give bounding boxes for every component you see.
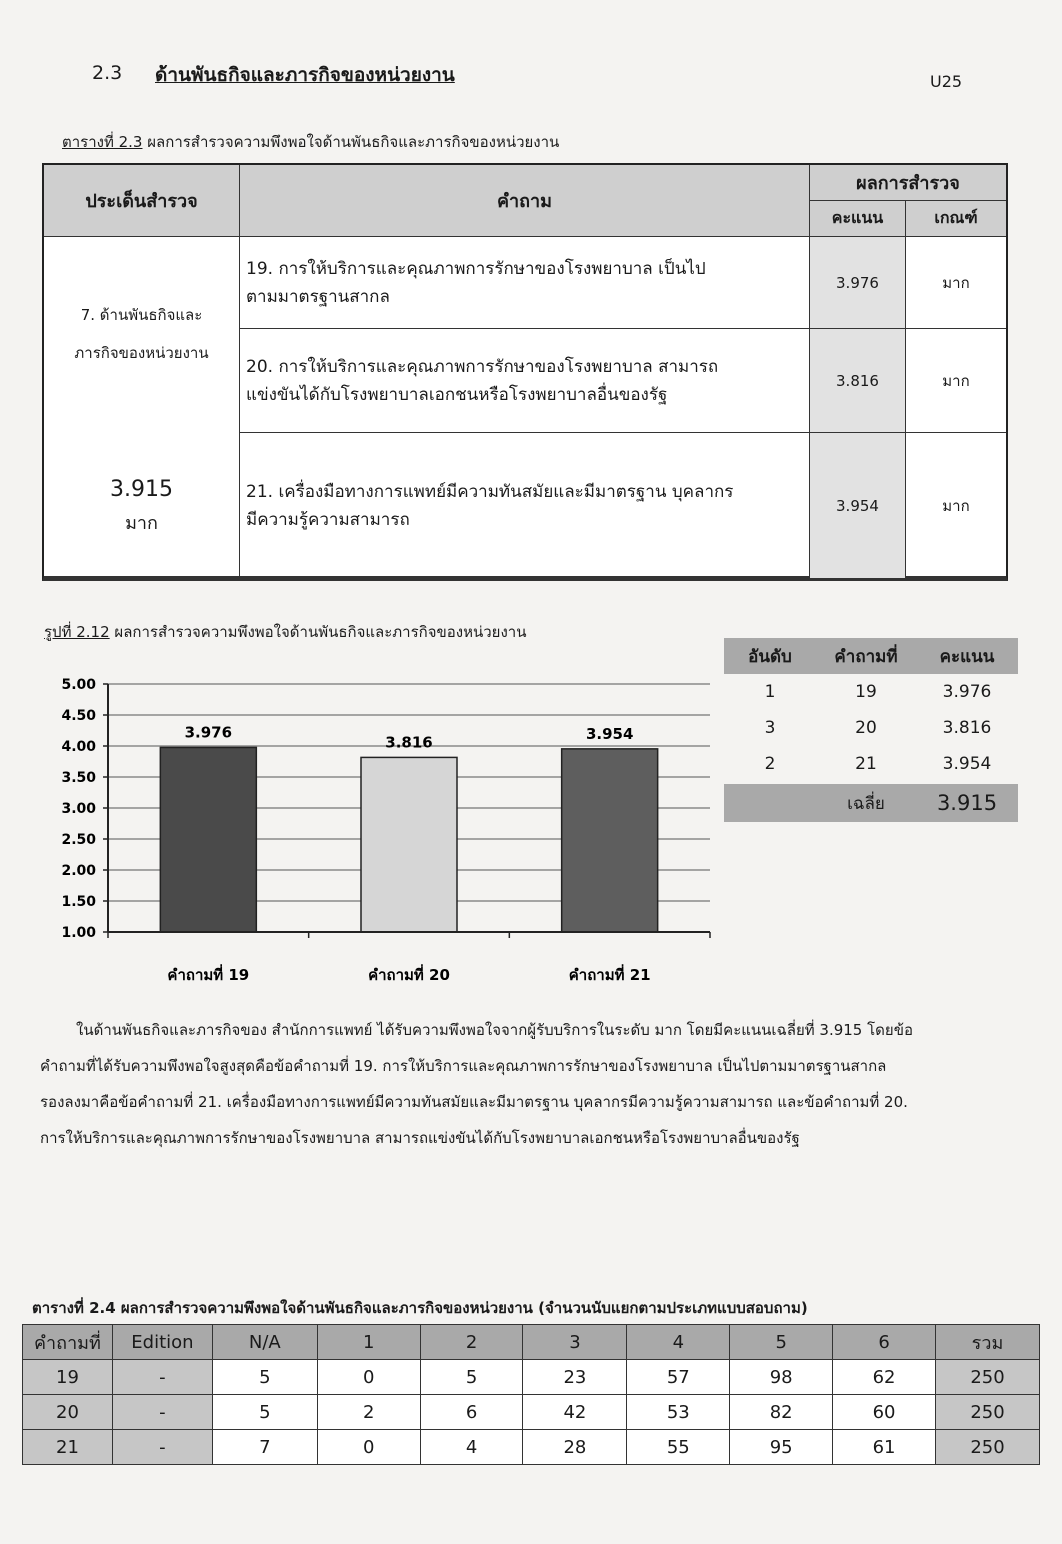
level-21: มาก: [942, 496, 970, 515]
cell: 61: [833, 1430, 936, 1465]
data-label: 3.954: [585, 724, 634, 743]
y-tick-label: 4.50: [61, 708, 96, 724]
score-20: 3.816: [810, 329, 906, 433]
figure-caption-text: ผลการสำรวจความพึงพอใจด้านพันธกิจและภารกิจของหน่วยงาน: [109, 623, 527, 641]
bar-chart: [40, 660, 720, 990]
cell: 53: [627, 1395, 730, 1430]
cell: 21: [23, 1430, 113, 1465]
rank-row: [724, 746, 1018, 782]
paragraph-line: การให้บริการและคุณภาพการรักษาของโรงพยาบาล สามารถแข่งขันได้กับโรงพยาบาลเอกชนหรือโรงพยาบาลอื่นของรัฐ: [40, 1129, 800, 1147]
table-row: [23, 1395, 1040, 1430]
rank-question: 19: [855, 682, 877, 702]
rank-score: 3.954: [942, 754, 992, 774]
col-1: 1: [317, 1325, 420, 1360]
y-tick-label: 2.50: [61, 832, 96, 848]
x-tick-label: คำถามที่ 19: [167, 966, 250, 984]
score-19: 3.976: [810, 237, 906, 329]
rank-average-label: เฉลี่ย: [847, 793, 885, 814]
question-19-line-1: 19. การให้บริการและคุณภาพการรักษาของโรงพยาบาล เป็นไป: [246, 258, 706, 279]
rank-row: [724, 710, 1018, 746]
section-title: ด้านพันธกิจและภารกิจของหน่วยงาน: [155, 64, 455, 86]
cell: 95: [730, 1430, 833, 1465]
table23-caption: [62, 130, 559, 154]
rank-header-score: คะแนน: [939, 646, 995, 667]
col-3: 3: [523, 1325, 627, 1360]
cell: 28: [523, 1430, 627, 1465]
y-tick-label: 5.00: [61, 677, 96, 693]
table23-caption-label: ตารางที่ 2.3: [62, 133, 143, 151]
cell: 4: [420, 1430, 523, 1465]
cell: 62: [833, 1360, 936, 1395]
cell: 82: [730, 1395, 833, 1430]
question-21-line-2: มีความรู้ความสามารถ: [246, 509, 410, 530]
rank-table: [724, 638, 1018, 822]
rank-average-value: 3.915: [936, 791, 998, 815]
y-tick-label: 1.00: [61, 925, 96, 941]
cell: 0: [317, 1430, 420, 1465]
cell: 5: [212, 1360, 317, 1395]
y-tick-label: 3.00: [61, 801, 96, 817]
cell: 5: [420, 1360, 523, 1395]
level-19: มาก: [906, 237, 1006, 329]
cell: 42: [523, 1395, 627, 1430]
issue-line-2: ภารกิจของหน่วยงาน: [74, 344, 209, 362]
cell: 23: [523, 1360, 627, 1395]
question-19: [240, 237, 810, 329]
level-20: มาก: [906, 329, 1006, 433]
cell: 20: [23, 1395, 113, 1430]
cell: -: [112, 1360, 212, 1395]
cell: 5: [212, 1395, 317, 1430]
table-row: [23, 1360, 1040, 1395]
cell: -: [112, 1430, 212, 1465]
page-code: U25: [930, 72, 963, 91]
col-total: รวม: [935, 1325, 1039, 1360]
cell: 6: [420, 1395, 523, 1430]
data-label: 3.976: [184, 723, 233, 742]
section-number: 2.3: [92, 62, 123, 84]
bar: [562, 749, 658, 932]
rank-score: 3.976: [942, 682, 992, 702]
rank-header-row: [724, 638, 1018, 674]
cell: 2: [317, 1395, 420, 1430]
header-question: คำถาม: [240, 165, 810, 237]
paragraph-line: รองลงมาคือข้อคำถามที่ 21. เครื่องมือทางการแพทย์มีความทันสมัยและมีมาตรฐาน บุคลากรมีความรู้ความสามารถ และข้อคำถามที่ 20.: [40, 1093, 908, 1111]
cell: 250: [935, 1430, 1039, 1465]
cell: 19: [23, 1360, 113, 1395]
data-label: 3.816: [385, 733, 433, 752]
header-criteria: เกณฑ์: [906, 201, 1006, 237]
question-20: [240, 329, 810, 433]
rank-value: 2: [764, 754, 776, 774]
table-row: [23, 1430, 1040, 1465]
cell: 250: [935, 1360, 1039, 1395]
rank-header-question: คำถามที่: [834, 646, 898, 667]
y-tick-label: 3.50: [61, 770, 96, 786]
paragraph-line: คำถามที่ได้รับความพึงพอใจสูงสุดคือข้อคำถามที่ 19. การให้บริการและคุณภาพการรักษาของโรงพยาบาล เป็นไปตามมาตรฐานสากล: [40, 1057, 887, 1075]
table-2-4: [22, 1324, 1040, 1465]
bar: [160, 747, 256, 932]
figure-caption: [44, 620, 526, 644]
header-score: คะแนน: [810, 201, 906, 237]
question-21-line-1: 21. เครื่องมือทางการแพทย์มีความทันสมัยและมีมาตรฐาน บุคลากร: [246, 481, 734, 502]
cell: -: [112, 1395, 212, 1430]
issue-line-1: 7. ด้านพันธกิจและ: [80, 306, 203, 324]
cell: 60: [833, 1395, 936, 1430]
issue-cell: [44, 237, 240, 578]
col-6: 6: [833, 1325, 936, 1360]
x-tick-label: คำถามที่ 20: [368, 966, 450, 984]
cell: 0: [317, 1360, 420, 1395]
question-20-line-2: แข่งขันได้กับโรงพยาบาลเอกชนหรือโรงพยาบาลอื่นของรัฐ: [246, 384, 668, 405]
question-20-line-1: 20. การให้บริการและคุณภาพการรักษาของโรงพยาบาล สามารถ: [246, 356, 719, 377]
table24-caption: ตารางที่ 2.4 ผลการสำรวจความพึงพอใจด้านพันธกิจและภารกิจของหน่วยงาน (จำนวนนับแยกตามประเภทแบบสอบถาม): [32, 1299, 808, 1317]
col-2: 2: [420, 1325, 523, 1360]
y-tick-label: 1.50: [61, 894, 96, 910]
table-2-3: [42, 163, 1008, 581]
figure-caption-label: รูปที่ 2.12: [44, 623, 110, 641]
summary-paragraph: [40, 1012, 1020, 1156]
issue-score: 3.915: [110, 477, 173, 502]
question-21: [240, 433, 810, 578]
col-na: N/A: [212, 1325, 317, 1360]
cell: 57: [627, 1360, 730, 1395]
score-21: 3.954: [810, 433, 906, 578]
table23-caption-text: ผลการสำรวจความพึงพอใจด้านพันธกิจและภารกิจของหน่วยงาน: [142, 133, 560, 151]
header-issue: ประเด็นสำรวจ: [44, 165, 240, 237]
question-19-line-2: ตามมาตรฐานสากล: [246, 286, 390, 307]
col-4: 4: [627, 1325, 730, 1360]
rank-row: [724, 674, 1018, 710]
cell: 7: [212, 1430, 317, 1465]
rank-question: 21: [855, 754, 877, 774]
y-tick-label: 2.00: [61, 863, 96, 879]
header-result: ผลการสำรวจ: [810, 165, 1006, 201]
cell: 250: [935, 1395, 1039, 1430]
rank-value: 1: [764, 682, 776, 702]
cell: 98: [730, 1360, 833, 1395]
paragraph-line: ในด้านพันธกิจและภารกิจของ สำนักการแพทย์ ได้รับความพึงพอใจจากผู้รับบริการในระดับ มาก โดยมีคะแนนเฉลี่ยที่ 3.915 โดยข้อ: [76, 1021, 913, 1039]
cell: 55: [627, 1430, 730, 1465]
y-tick-label: 4.00: [61, 739, 96, 755]
col-5: 5: [730, 1325, 833, 1360]
rank-average-row: [724, 784, 1018, 822]
bar: [361, 757, 457, 932]
col-question: คำถามที่: [23, 1325, 113, 1360]
col-edition: Edition: [112, 1325, 212, 1360]
issue-level: มาก: [125, 513, 158, 534]
table24-header-row: [23, 1325, 1040, 1360]
rank-header-rank: อันดับ: [748, 646, 792, 667]
rank-value: 3: [764, 718, 776, 738]
x-tick-label: คำถามที่ 21: [568, 966, 651, 984]
rank-question: 20: [855, 718, 877, 738]
rank-score: 3.816: [942, 718, 992, 738]
